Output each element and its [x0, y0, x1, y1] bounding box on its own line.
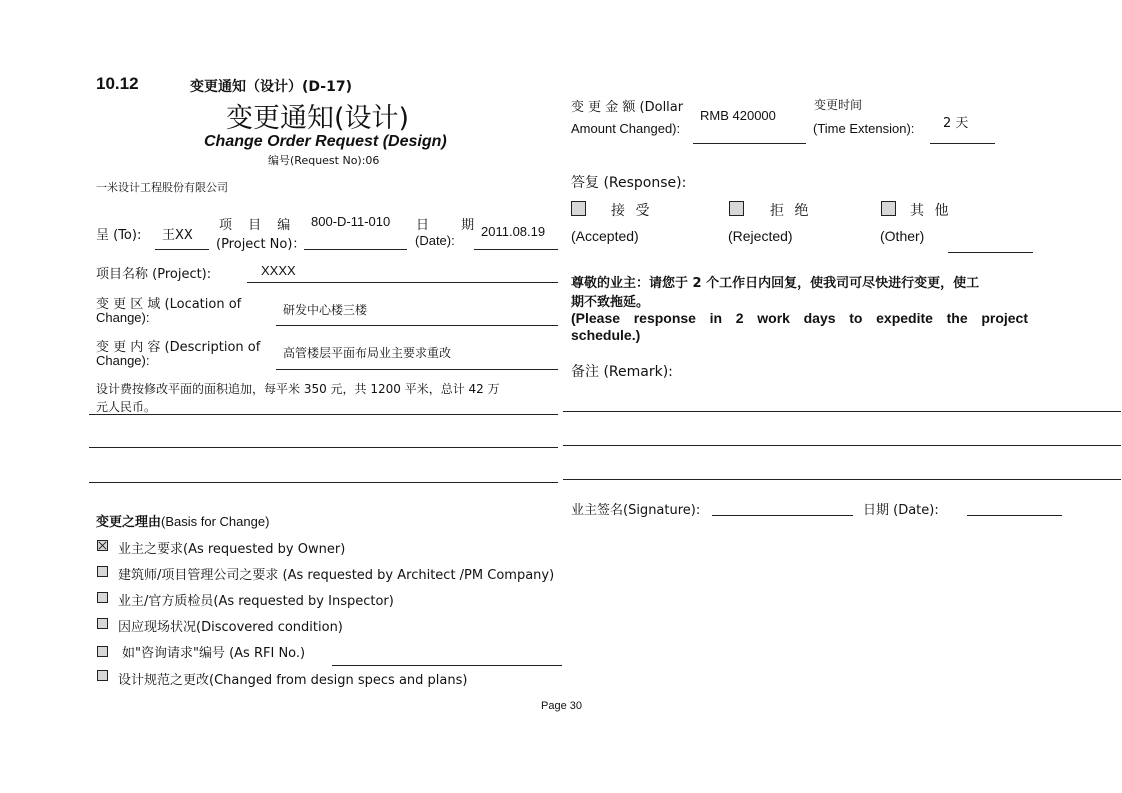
check-x-icon: [98, 541, 107, 550]
accepted-checkbox[interactable]: [571, 201, 586, 216]
fee-note-line-1: 设计费按修改平面的面积追加，每平米 350 元，共 1200 平米，总计 42 万: [96, 382, 500, 396]
basis-specs-checkbox[interactable]: [97, 670, 108, 681]
location-value: 研发中心楼三楼: [283, 303, 368, 317]
description-label: 变 更 内 容 (Description of: [96, 340, 261, 355]
notice-cn-line-1: 尊敬的业主：请您于 2 个工作日内回复，使我司可尽快进行变更，使工: [571, 276, 980, 291]
accepted-label-en: (Accepted): [571, 228, 639, 244]
amount-label-en: Amount Changed):: [571, 121, 681, 136]
basis-architect-checkbox[interactable]: [97, 566, 108, 577]
date-label-cn: 日 期: [416, 218, 489, 233]
other-checkbox[interactable]: [881, 201, 896, 216]
basis-owner-label: 业主之要求(As requested by Owner): [118, 542, 346, 557]
date-label-en: (Date):: [415, 233, 455, 248]
rejected-label-cn: 拒 绝: [770, 203, 812, 219]
request-no: 编号(Request No):06: [268, 154, 380, 167]
amount-label: 变 更 金 额 (Dollar: [571, 100, 684, 115]
signature-label: 业主签名(Signature):: [571, 503, 701, 518]
basis-title: 变更之理由(Basis for Change): [96, 514, 270, 530]
amount-value: RMB 420000: [700, 108, 776, 123]
title-en: Change Order Request (Design): [204, 133, 447, 150]
rejected-checkbox[interactable]: [729, 201, 744, 216]
time-value: 2 天: [943, 116, 969, 131]
description-label-en: Change):: [96, 353, 150, 368]
page-number: Page 30: [541, 700, 582, 712]
time-label-en: (Time Extension):: [813, 121, 915, 136]
basis-rfi-checkbox[interactable]: [97, 646, 108, 657]
section-number: 10.12: [96, 74, 139, 93]
description-value: 高管楼层平面布局业主要求重改: [283, 346, 452, 360]
time-label: 变更时间: [814, 98, 863, 112]
basis-specs-label: 设计规范之更改(Changed from design specs and plans): [118, 673, 468, 688]
date-value: 2011.08.19: [481, 224, 546, 239]
project-value: XXXX: [261, 263, 296, 278]
other-label-cn: 其 他: [910, 203, 952, 219]
company-name: 一米设计工程股份有限公司: [96, 181, 228, 194]
basis-rfi-label: 如"咨询请求"编号 (As RFI No.): [122, 646, 306, 661]
basis-architect-label: 建筑师/项目管理公司之要求 (As requested by Architect /PM Company): [118, 568, 555, 583]
title-cn: 变更通知(设计): [226, 103, 410, 134]
response-label: 答复 (Response):: [571, 175, 687, 191]
project-no-label-en: (Project No)：: [216, 237, 306, 252]
project-no-value: 800-D-11-010: [311, 214, 391, 229]
project-label: 项目名称 (Project):: [96, 267, 212, 282]
signature-date-label: 日期 (Date):: [863, 503, 939, 518]
notice-en-line-1: (Please response in 2 work days to expedite the project: [571, 310, 1028, 326]
to-label: 呈 (To):: [96, 228, 142, 243]
to-value: 王XX: [162, 228, 193, 243]
basis-condition-checkbox[interactable]: [97, 618, 108, 629]
basis-condition-label: 因应现场状况(Discovered condition): [118, 620, 343, 635]
remark-label: 备注 (Remark):: [571, 364, 673, 380]
location-label-en: Change):: [96, 310, 150, 325]
accepted-label-cn: 接 受: [611, 203, 653, 219]
rejected-label-en: (Rejected): [728, 228, 793, 244]
basis-inspector-checkbox[interactable]: [97, 592, 108, 603]
notice-en-line-2: schedule.): [571, 327, 641, 343]
notice-cn-line-2: 期不致拖延。: [571, 295, 650, 310]
fee-note-line-2: 元人民币。: [96, 400, 157, 414]
basis-owner-checkbox[interactable]: [97, 540, 108, 551]
other-label-en: (Other): [880, 228, 925, 244]
location-label: 变 更 区 域 (Location of: [96, 297, 242, 312]
project-no-label-cn: 项 目 编: [219, 218, 297, 233]
section-title: 变更通知（设计）(D-17): [190, 79, 352, 95]
basis-inspector-label: 业主/官方质检员(As requested by Inspector): [118, 594, 394, 609]
